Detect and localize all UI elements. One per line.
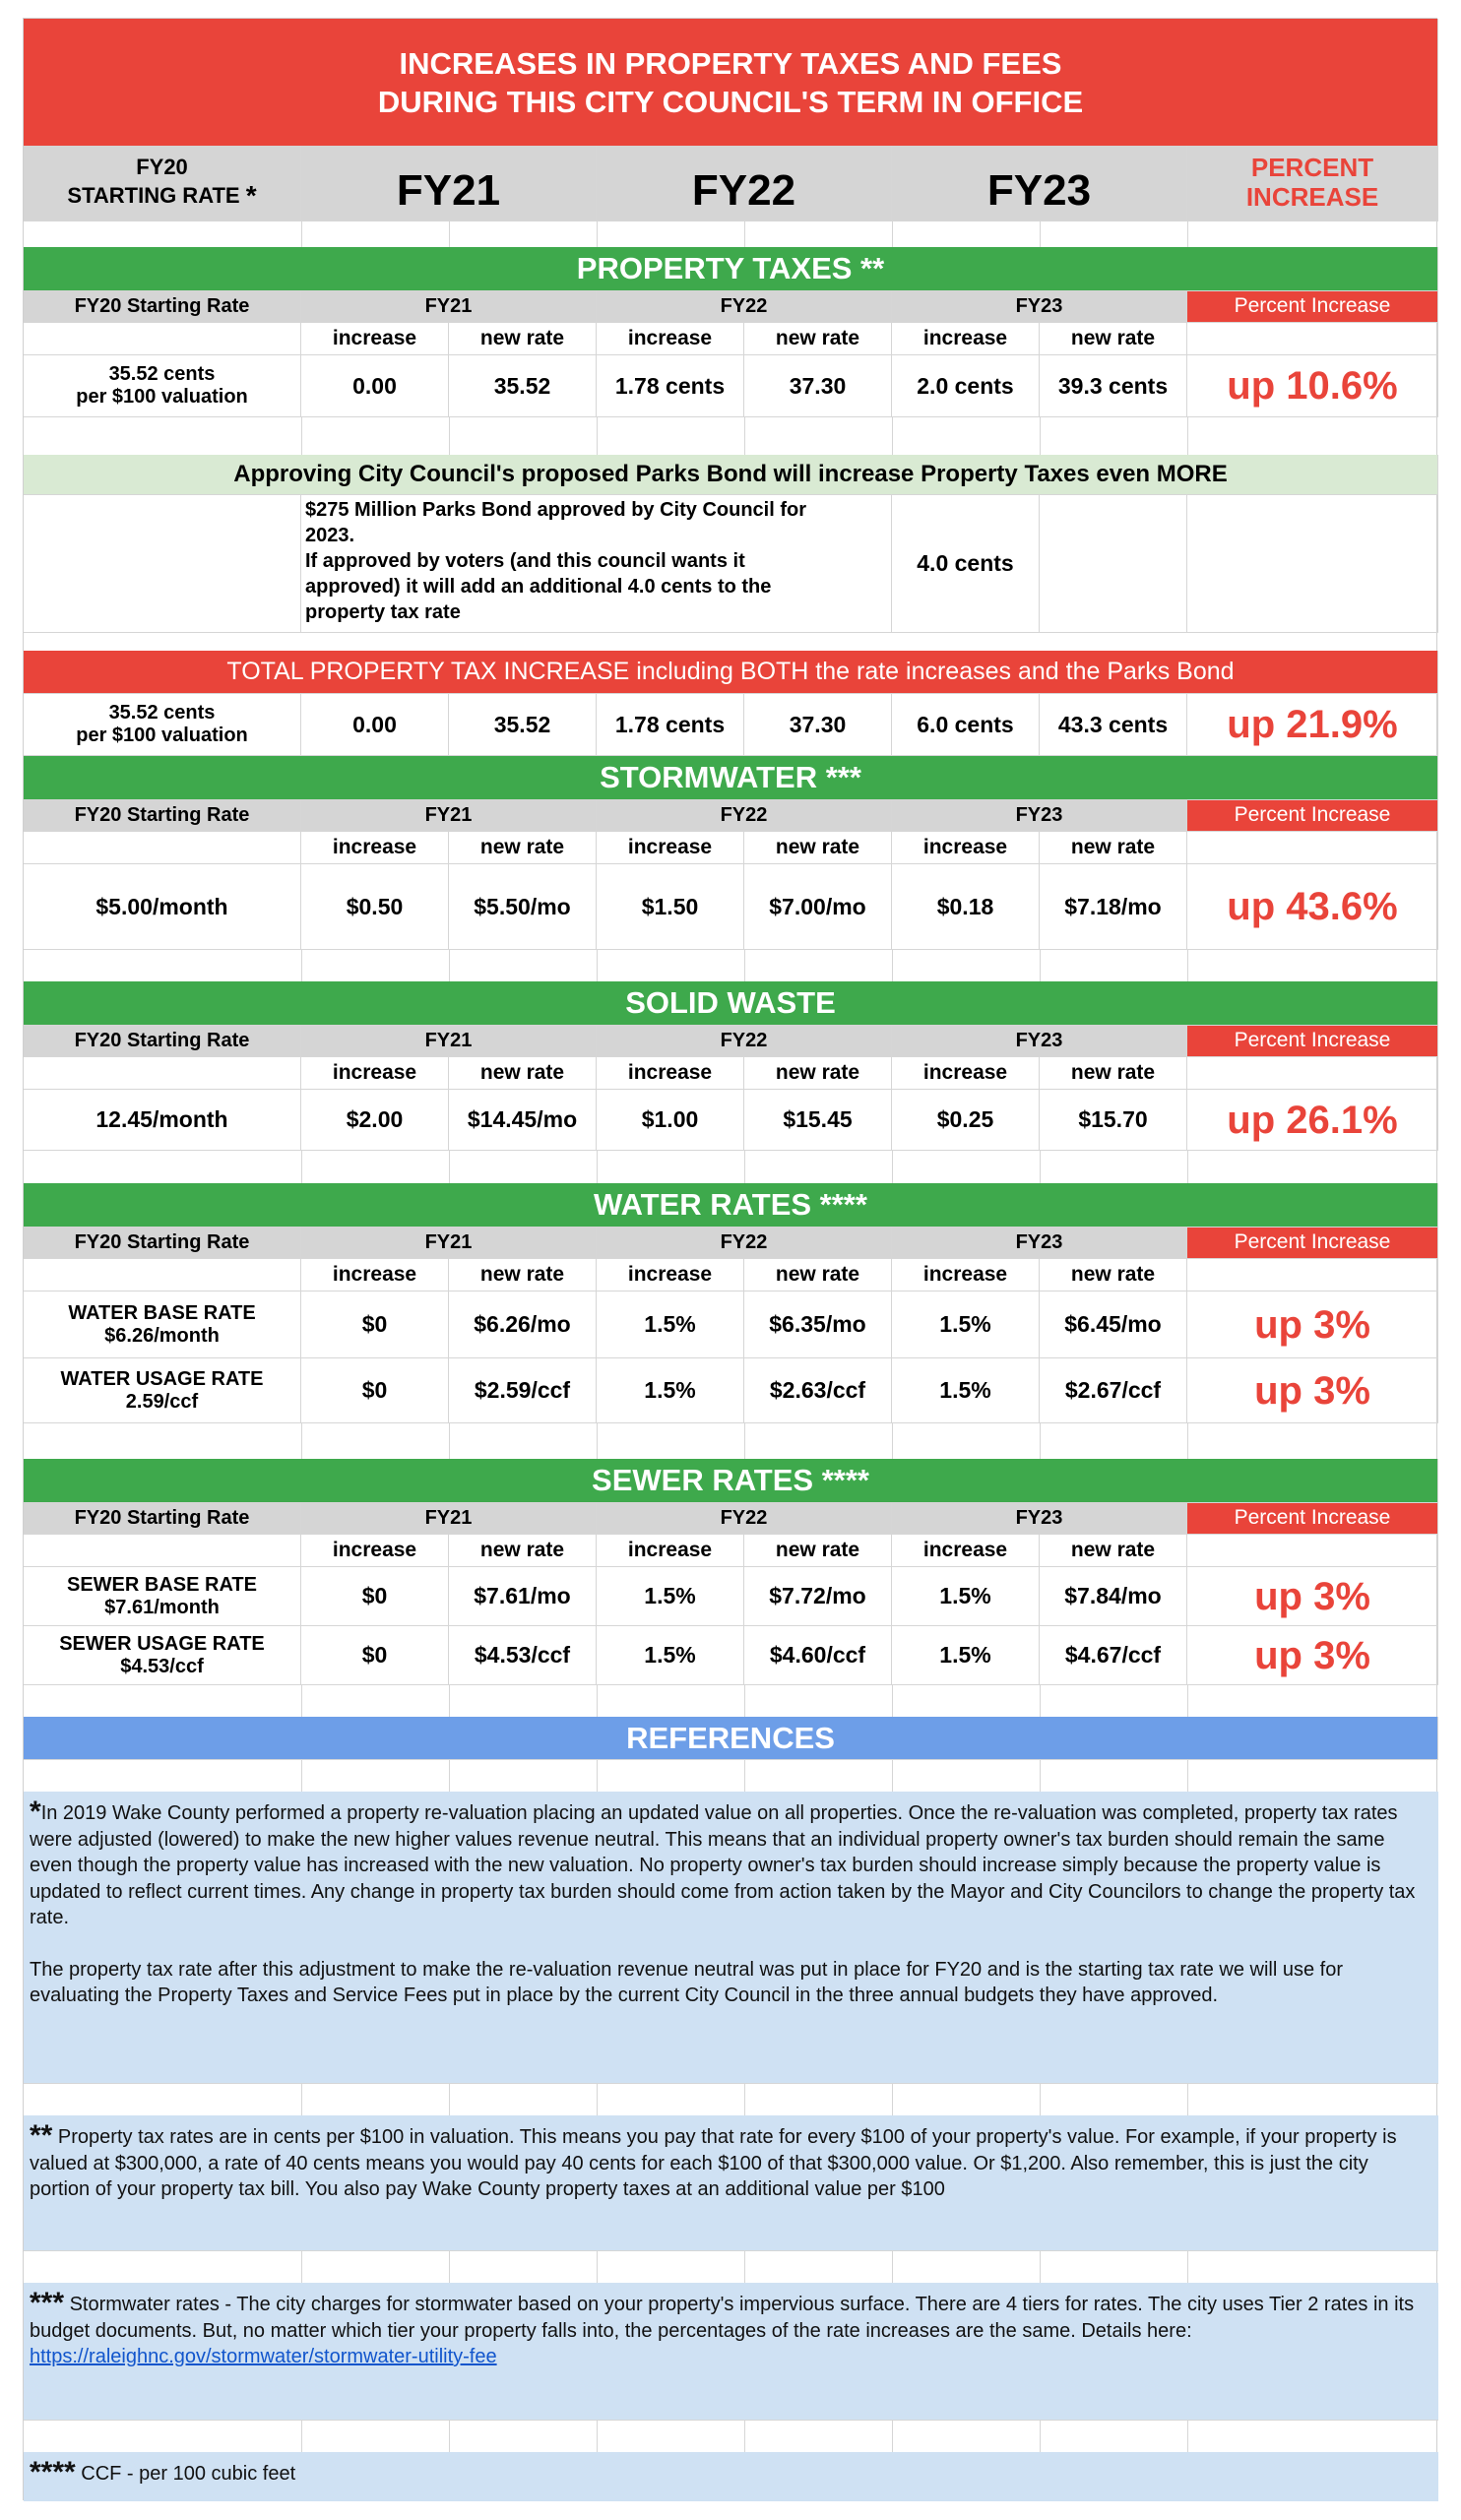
col-percent: Percent Increase xyxy=(1187,1228,1438,1259)
sub-new-rate: new rate xyxy=(744,1535,892,1567)
col-fy21: FY21 xyxy=(301,1026,597,1057)
start-rate-line-2: per $100 valuation xyxy=(76,724,248,746)
sub-new-rate: new rate xyxy=(744,323,892,355)
start-rate: 12.45/month xyxy=(24,1090,301,1151)
sub-increase: increase xyxy=(892,323,1040,355)
fy22-increase: 1.78 cents xyxy=(597,355,744,417)
header-increase-label: INCREASE xyxy=(1245,182,1379,212)
fy22-increase: 1.5% xyxy=(597,1358,744,1423)
parks-bond-text-line: approved) it will add an additional 4.0 cents to the xyxy=(305,576,772,598)
sewer-base-rate-line-2: $7.61/month xyxy=(104,1596,220,1618)
fy21-new-rate: 35.52 xyxy=(449,694,597,756)
fy23-increase: 1.5% xyxy=(892,1567,1040,1626)
header-fy20-start xyxy=(24,146,301,221)
header-percent-label: PERCENT xyxy=(1250,153,1374,183)
fy23-new-rate: $2.67/ccf xyxy=(1040,1358,1187,1423)
parks-bond-value: 4.0 cents xyxy=(892,495,1040,633)
blank-cell xyxy=(24,1057,301,1090)
section-sewer-rates xyxy=(24,1459,1438,1503)
col-header-row xyxy=(24,800,1438,832)
reference-2 xyxy=(24,2115,1438,2251)
fy22-new-rate: $2.63/ccf xyxy=(744,1358,892,1423)
sewer-usage-rate-line-1: SEWER USAGE RATE xyxy=(59,1632,265,1655)
reference-1 xyxy=(24,1792,1438,2084)
sub-increase: increase xyxy=(301,1259,449,1292)
data-row xyxy=(24,1567,1438,1626)
water-usage-rate xyxy=(24,1358,301,1423)
fy21-increase: $0 xyxy=(301,1292,449,1358)
water-base-rate-line-2: $6.26/month xyxy=(104,1324,220,1347)
blank-cell xyxy=(24,832,301,864)
subheader-row xyxy=(24,323,1438,355)
title-banner xyxy=(24,19,1438,146)
spacer-row xyxy=(24,2251,1438,2283)
parks-bond-banner xyxy=(24,455,1438,495)
blank-cell xyxy=(24,1259,301,1292)
col-fy23: FY23 xyxy=(892,800,1187,832)
sewer-base-rate-line-1: SEWER BASE RATE xyxy=(67,1573,257,1596)
col-fy23: FY23 xyxy=(892,1503,1187,1535)
reference-1-body: In 2019 Wake County performed a property re-valuation placing an updated value on all properties. Once the re-valuation was completed, property tax rates were adjusted (lowered) to make the new higher values revenue neutral. This means that an individual property owner's tax burden should remain the same even though the property value has increased with the new valuation. No property owner's tax burden should increase simply because the property value is updated to reflect current times. Any change in property tax burden should come from action taken by the Mayor and City Councilors to change the property tax rate. xyxy=(30,1802,1416,1928)
fy21-new-rate: $5.50/mo xyxy=(449,864,597,950)
start-rate-line-1: 35.52 cents xyxy=(108,702,216,724)
fy21-new-rate: $14.45/mo xyxy=(449,1090,597,1151)
fy22-new-rate: $7.00/mo xyxy=(744,864,892,950)
start-rate-line-2: per $100 valuation xyxy=(76,386,248,408)
sub-new-rate: new rate xyxy=(744,1259,892,1292)
fy23-increase: $0.25 xyxy=(892,1090,1040,1151)
parks-bond-row xyxy=(24,495,1438,633)
fy21-new-rate: $4.53/ccf xyxy=(449,1626,597,1685)
data-row xyxy=(24,1626,1438,1685)
total-tax-title: TOTAL PROPERTY TAX INCREASE including BOTH the rate increases and the Parks Bond xyxy=(24,651,1438,694)
water-usage-rate-line-2: 2.59/ccf xyxy=(125,1390,199,1413)
sub-new-rate: new rate xyxy=(449,832,597,864)
reference-1-paragraph-2: The property tax rate after this adjustment to make the re-valuation revenue neutral was put in place for FY20 and is the starting tax rate we will use for evaluating the Property Taxes and Service Fees put in place by the current City Council in the three annual budgets they have approved. xyxy=(30,1958,1344,2006)
fy22-increase: 1.5% xyxy=(597,1292,744,1358)
fy21-increase: $2.00 xyxy=(301,1090,449,1151)
sub-increase: increase xyxy=(301,1057,449,1090)
subheader-row xyxy=(24,1535,1438,1567)
header-fy20-label: FY20 xyxy=(136,155,188,180)
reference-4-body: CCF - per 100 cubic feet xyxy=(81,2463,296,2485)
spacer-row xyxy=(24,2084,1438,2115)
spacer-row xyxy=(24,1760,1438,1792)
col-fy22: FY22 xyxy=(597,291,892,323)
spacer-row xyxy=(24,1151,1438,1183)
reference-1-paragraph-1 xyxy=(30,1796,1430,1931)
fy23-new-rate: $6.45/mo xyxy=(1040,1292,1187,1358)
fy23-new-rate: $4.67/ccf xyxy=(1040,1626,1187,1685)
fy21-new-rate: $6.26/mo xyxy=(449,1292,597,1358)
data-row xyxy=(24,1090,1438,1151)
sewer-base-rate xyxy=(24,1567,301,1626)
reference-3-marker: *** xyxy=(30,2287,65,2319)
fy21-increase: $0.50 xyxy=(301,864,449,950)
subheader-row xyxy=(24,1259,1438,1292)
fy21-new-rate: 35.52 xyxy=(449,355,597,417)
section-title: STORMWATER *** xyxy=(24,756,1438,800)
blank-cell xyxy=(24,323,301,355)
fy23-new-rate: $7.18/mo xyxy=(1040,864,1187,950)
col-start: FY20 Starting Rate xyxy=(24,291,301,323)
sub-increase: increase xyxy=(301,1535,449,1567)
section-title: PROPERTY TAXES ** xyxy=(24,247,1438,291)
spacer-row xyxy=(24,950,1438,981)
subheader-row xyxy=(24,832,1438,864)
subheader-row xyxy=(24,1057,1438,1090)
reference-2-marker: ** xyxy=(30,2119,53,2152)
section-title: SOLID WASTE xyxy=(24,981,1438,1026)
rate-increase-sheet xyxy=(23,18,1437,2500)
sub-new-rate: new rate xyxy=(1040,1535,1187,1567)
section-property-taxes xyxy=(24,247,1438,291)
blank-cell xyxy=(1187,832,1438,864)
sub-increase: increase xyxy=(597,1259,744,1292)
reference-4-marker: **** xyxy=(30,2456,76,2488)
percent-increase: up 26.1% xyxy=(1187,1090,1438,1151)
fy23-increase: 6.0 cents xyxy=(892,694,1040,756)
col-fy23: FY23 xyxy=(892,291,1187,323)
fy22-new-rate: $6.35/mo xyxy=(744,1292,892,1358)
blank-cell xyxy=(24,495,301,633)
fy23-new-rate: $7.84/mo xyxy=(1040,1567,1187,1626)
fy21-new-rate: $2.59/ccf xyxy=(449,1358,597,1423)
col-header-row xyxy=(24,1503,1438,1535)
sewer-usage-rate xyxy=(24,1626,301,1685)
parks-bond-title: Approving City Council's proposed Parks Bond will increase Property Taxes even MORE xyxy=(24,455,1438,495)
percent-increase: up 3% xyxy=(1187,1292,1438,1358)
total-tax-banner xyxy=(24,651,1438,694)
blank-cell xyxy=(1187,1057,1438,1090)
header-fy23: FY23 xyxy=(892,146,1187,221)
reference-4-text xyxy=(30,2456,1430,2488)
water-base-rate xyxy=(24,1292,301,1358)
blank-cell xyxy=(1187,495,1438,633)
header-starting-rate-label: STARTING RATE xyxy=(67,182,240,208)
spacer-row xyxy=(24,1685,1438,1717)
sub-increase: increase xyxy=(892,832,1040,864)
fy23-increase: $0.18 xyxy=(892,864,1040,950)
spacer-row xyxy=(24,221,1438,247)
percent-increase: up 43.6% xyxy=(1187,864,1438,950)
reference-2-text xyxy=(30,2119,1430,2203)
header-fy22: FY22 xyxy=(597,146,892,221)
col-start: FY20 Starting Rate xyxy=(24,1026,301,1057)
fy21-increase: 0.00 xyxy=(301,694,449,756)
parks-bond-description xyxy=(301,495,892,633)
col-fy22: FY22 xyxy=(597,1503,892,1535)
col-percent: Percent Increase xyxy=(1187,291,1438,323)
spacer-row xyxy=(24,417,1438,455)
section-stormwater xyxy=(24,756,1438,800)
sub-increase: increase xyxy=(597,1057,744,1090)
spacer-row xyxy=(24,2421,1438,2452)
fy23-increase: 1.5% xyxy=(892,1292,1040,1358)
col-fy21: FY21 xyxy=(301,800,597,832)
fy23-increase: 1.5% xyxy=(892,1358,1040,1423)
col-fy21: FY21 xyxy=(301,1228,597,1259)
fy21-increase: $0 xyxy=(301,1358,449,1423)
sub-new-rate: new rate xyxy=(1040,1259,1187,1292)
blank-cell xyxy=(1187,323,1438,355)
col-header-row xyxy=(24,291,1438,323)
sub-new-rate: new rate xyxy=(449,1535,597,1567)
percent-increase: up 3% xyxy=(1187,1567,1438,1626)
col-fy22: FY22 xyxy=(597,1228,892,1259)
parks-bond-text-line: 2023. xyxy=(305,525,355,546)
fy23-new-rate: $15.70 xyxy=(1040,1090,1187,1151)
fy22-new-rate: $4.60/ccf xyxy=(744,1626,892,1685)
section-solid-waste xyxy=(24,981,1438,1026)
data-row xyxy=(24,1292,1438,1358)
col-start: FY20 Starting Rate xyxy=(24,1228,301,1259)
data-row xyxy=(24,694,1438,756)
parks-bond-text-line: If approved by voters (and this council wants it xyxy=(305,550,745,572)
reference-4 xyxy=(24,2452,1438,2501)
section-water-rates xyxy=(24,1183,1438,1228)
sub-new-rate: new rate xyxy=(744,832,892,864)
sub-increase: increase xyxy=(892,1535,1040,1567)
sub-new-rate: new rate xyxy=(1040,832,1187,864)
col-percent: Percent Increase xyxy=(1187,1503,1438,1535)
sub-increase: increase xyxy=(597,1535,744,1567)
col-fy21: FY21 xyxy=(301,1503,597,1535)
col-percent: Percent Increase xyxy=(1187,1026,1438,1057)
water-base-rate-line-1: WATER BASE RATE xyxy=(68,1301,256,1324)
reference-3-text xyxy=(30,2287,1430,2370)
blank-cell xyxy=(24,1535,301,1567)
start-rate: $5.00/month xyxy=(24,864,301,950)
header-starting-rate xyxy=(67,180,256,212)
reference-2-body: Property tax rates are in cents per $100 in valuation. This means you pay that rate for every $100 of your property's value. For example, if your property is valued at $300,000, a rate of 40 cents means you would pay 40 cents for each $100 of that $300,000 value. Or $1,200. Also remember, this is just the city portion of your property tax bill. You also pay Wake County property taxes at an additional value per $100 xyxy=(30,2126,1397,2200)
sub-new-rate: new rate xyxy=(1040,1057,1187,1090)
sub-new-rate: new rate xyxy=(449,323,597,355)
sub-new-rate: new rate xyxy=(449,1259,597,1292)
header-fy21: FY21 xyxy=(301,146,597,221)
start-rate-line-1: 35.52 cents xyxy=(108,363,216,385)
fy22-increase: $1.00 xyxy=(597,1090,744,1151)
fy23-increase: 1.5% xyxy=(892,1626,1040,1685)
col-header-row xyxy=(24,1228,1438,1259)
data-row xyxy=(24,355,1438,417)
blank-cell xyxy=(1187,1259,1438,1292)
percent-increase: up 10.6% xyxy=(1187,355,1438,417)
fy23-increase: 2.0 cents xyxy=(892,355,1040,417)
reference-1-text xyxy=(30,1796,1430,2009)
col-fy22: FY22 xyxy=(597,800,892,832)
stormwater-fee-link[interactable]: https://raleighnc.gov/stormwater/stormwater-utility-fee xyxy=(30,2346,497,2367)
fy22-new-rate: 37.30 xyxy=(744,694,892,756)
header-star: * xyxy=(245,179,257,211)
water-usage-rate-line-1: WATER USAGE RATE xyxy=(60,1367,264,1390)
reference-3-body: Stormwater rates - The city charges for stormwater based on your property's impervious surface. There are 4 tiers for rates. The city uses Tier 2 rates in its budget documents. But, no matter which tier your property falls into, the percentages of the rate increases are the same. Details here: xyxy=(30,2294,1415,2342)
sub-increase: increase xyxy=(301,323,449,355)
col-header-row xyxy=(24,1026,1438,1057)
sub-increase: increase xyxy=(892,1057,1040,1090)
sub-increase: increase xyxy=(892,1259,1040,1292)
blank-cell xyxy=(1187,1535,1438,1567)
page-title xyxy=(24,19,1438,146)
fy21-increase: 0.00 xyxy=(301,355,449,417)
start-rate xyxy=(24,694,301,756)
fy22-increase: 1.5% xyxy=(597,1626,744,1685)
col-start: FY20 Starting Rate xyxy=(24,1503,301,1535)
sub-new-rate: new rate xyxy=(744,1057,892,1090)
percent-increase: up 3% xyxy=(1187,1626,1438,1685)
fy21-new-rate: $7.61/mo xyxy=(449,1567,597,1626)
reference-3 xyxy=(24,2283,1438,2421)
fy23-new-rate: 43.3 cents xyxy=(1040,694,1187,756)
fy21-increase: $0 xyxy=(301,1626,449,1685)
sub-increase: increase xyxy=(597,323,744,355)
sub-new-rate: new rate xyxy=(1040,323,1187,355)
sub-increase: increase xyxy=(597,832,744,864)
sewer-usage-rate-line-2: $4.53/ccf xyxy=(120,1655,204,1677)
fy22-new-rate: $7.72/mo xyxy=(744,1567,892,1626)
section-references xyxy=(24,1717,1438,1760)
fy22-increase: 1.78 cents xyxy=(597,694,744,756)
start-rate xyxy=(24,355,301,417)
fy21-increase: $0 xyxy=(301,1567,449,1626)
section-title: WATER RATES **** xyxy=(24,1183,1438,1228)
data-row xyxy=(24,1358,1438,1423)
fy22-increase: $1.50 xyxy=(597,864,744,950)
col-fy23: FY23 xyxy=(892,1228,1187,1259)
section-title: REFERENCES xyxy=(24,1717,1438,1760)
col-fy22: FY22 xyxy=(597,1026,892,1057)
col-percent: Percent Increase xyxy=(1187,800,1438,832)
title-line-2: DURING THIS CITY COUNCIL'S TERM IN OFFICE xyxy=(377,84,1084,119)
parks-bond-text-line: $275 Million Parks Bond approved by City Council for xyxy=(305,499,806,521)
blank-cell xyxy=(1040,495,1187,633)
fy22-new-rate: 37.30 xyxy=(744,355,892,417)
percent-increase: up 3% xyxy=(1187,1358,1438,1423)
spacer-row xyxy=(24,1423,1438,1459)
fy22-increase: 1.5% xyxy=(597,1567,744,1626)
section-title: SEWER RATES **** xyxy=(24,1459,1438,1503)
data-row xyxy=(24,864,1438,950)
fy22-new-rate: $15.45 xyxy=(744,1090,892,1151)
parks-bond-text-line: property tax rate xyxy=(305,601,461,623)
sub-increase: increase xyxy=(301,832,449,864)
main-header-row xyxy=(24,146,1438,221)
col-start: FY20 Starting Rate xyxy=(24,800,301,832)
fy23-new-rate: 39.3 cents xyxy=(1040,355,1187,417)
reference-1-marker: * xyxy=(30,1796,41,1828)
col-fy23: FY23 xyxy=(892,1026,1187,1057)
percent-increase: up 21.9% xyxy=(1187,694,1438,756)
col-fy21: FY21 xyxy=(301,291,597,323)
sub-new-rate: new rate xyxy=(449,1057,597,1090)
header-percent-increase xyxy=(1187,146,1438,221)
title-line-1: INCREASES IN PROPERTY TAXES AND FEES xyxy=(399,45,1062,81)
